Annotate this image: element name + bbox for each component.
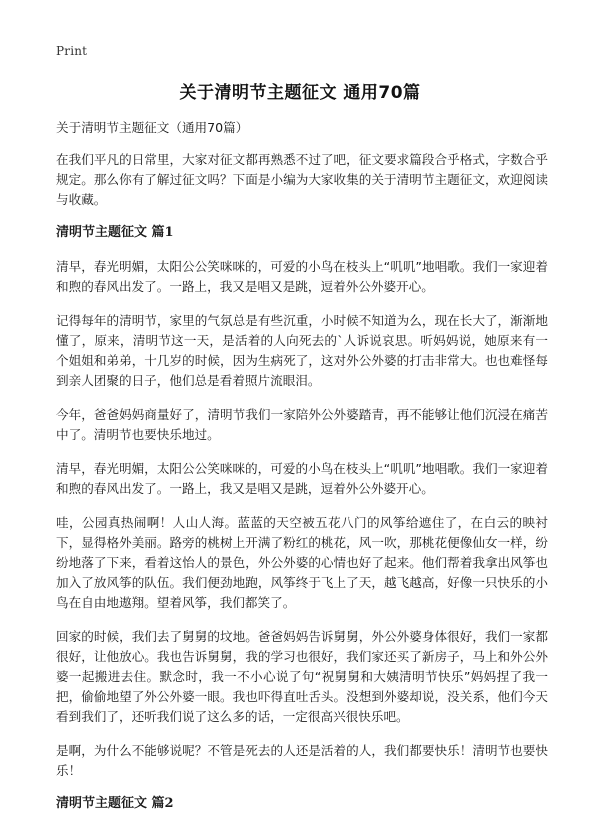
intro-paragraph: 在我们平凡的日常里，大家对征文都再熟悉不过了吧，征文要求篇段合乎格式，字数合乎规定。那么你有了解过征文吗？下面是小编为大家收集的关于清明节主题征文，欢迎阅读与收藏。 [56, 152, 548, 207]
paragraph: 是啊，为什么不能够说呢？不管是死去的人还是活着的人，我们都要快乐！清明节也要快乐！ [56, 743, 548, 778]
paragraph: 清早，春光明媚，太阳公公笑咪咪的，可爱的小鸟在枝头上“叽叽”地唱歌。我们一家迎着和煦的春风出发了。一路上，我又是唱又是跳，逗着外公外婆开心。 [56, 461, 548, 496]
paragraph: 哇，公园真热闹啊！人山人海。蓝蓝的天空被五花八门的风筝给遮住了，在白云的映衬下，显得格外美丽。路旁的桃树上开满了粉红的桃花，风一吹，那桃花便像仙女一样，纷纷地落了下来，看着这怡人的景色，外公外婆的心情也好了起来。他们帮着我拿出风筝也加入了放风筝的队伍。我们便劲地跑，风筝终于飞上了天，越飞越高，好像一只快乐的小鸟在自由地遨翔。望着风筝，我们都笑了。 [56, 515, 548, 610]
section-heading-2: 清明节主题征文 篇2 [56, 796, 174, 811]
print-label[interactable]: Print [56, 44, 88, 58]
paragraph: 回家的时候，我们去了舅舅的坟地。爸爸妈妈告诉舅舅，外公外婆身体很好，我们一家都很好，让他放心。我也告诉舅舅，我的学习也很好，我们家还买了新房子，马上和外公外婆一起搬进去住。默念时，我一不小心说了句“祝舅舅和大姨清明节快乐”妈妈捏了我一把，偷偷地望了外公外婆一眼。我也吓得直吐舌头。没想到外婆却说，没关系，他们今天看到我们了，还听我们说了这么多的话，一定很高兴很快乐吧。 [56, 629, 548, 724]
paragraph: 今年，爸爸妈妈商量好了，清明节我们一家陪外公外婆踏青，再不能够让他们沉浸在痛苦中了。清明节也要快乐地过。 [56, 407, 548, 442]
page-title: 关于清明节主题征文 通用70篇 [179, 83, 421, 103]
document-subtitle: 关于清明节主题征文（通用70篇） [56, 120, 249, 135]
paragraph: 记得每年的清明节，家里的气氛总是有些沉重，小时候不知道为么，现在长大了，渐渐地懂了，原来，清明节这一天，是活着的人向死去的`人诉说哀思。听妈妈说，她原来有一个姐姐和弟弟，十几岁的时候，因为生病死了，这对外公外婆的打击非常大。也也难怪每到亲人团聚的日子，他们总是看着照片流眼泪。 [56, 313, 548, 388]
document-body [56, 118, 548, 828]
paragraph: 清早，春光明媚，太阳公公笑咪咪的，可爱的小鸟在枝头上“叽叽”地唱歌。我们一家迎着和煦的春风出发了。一路上，我又是唱又是跳，逗着外公外婆开心。 [56, 259, 548, 294]
section-heading-1: 清明节主题征文 篇1 [56, 225, 174, 240]
